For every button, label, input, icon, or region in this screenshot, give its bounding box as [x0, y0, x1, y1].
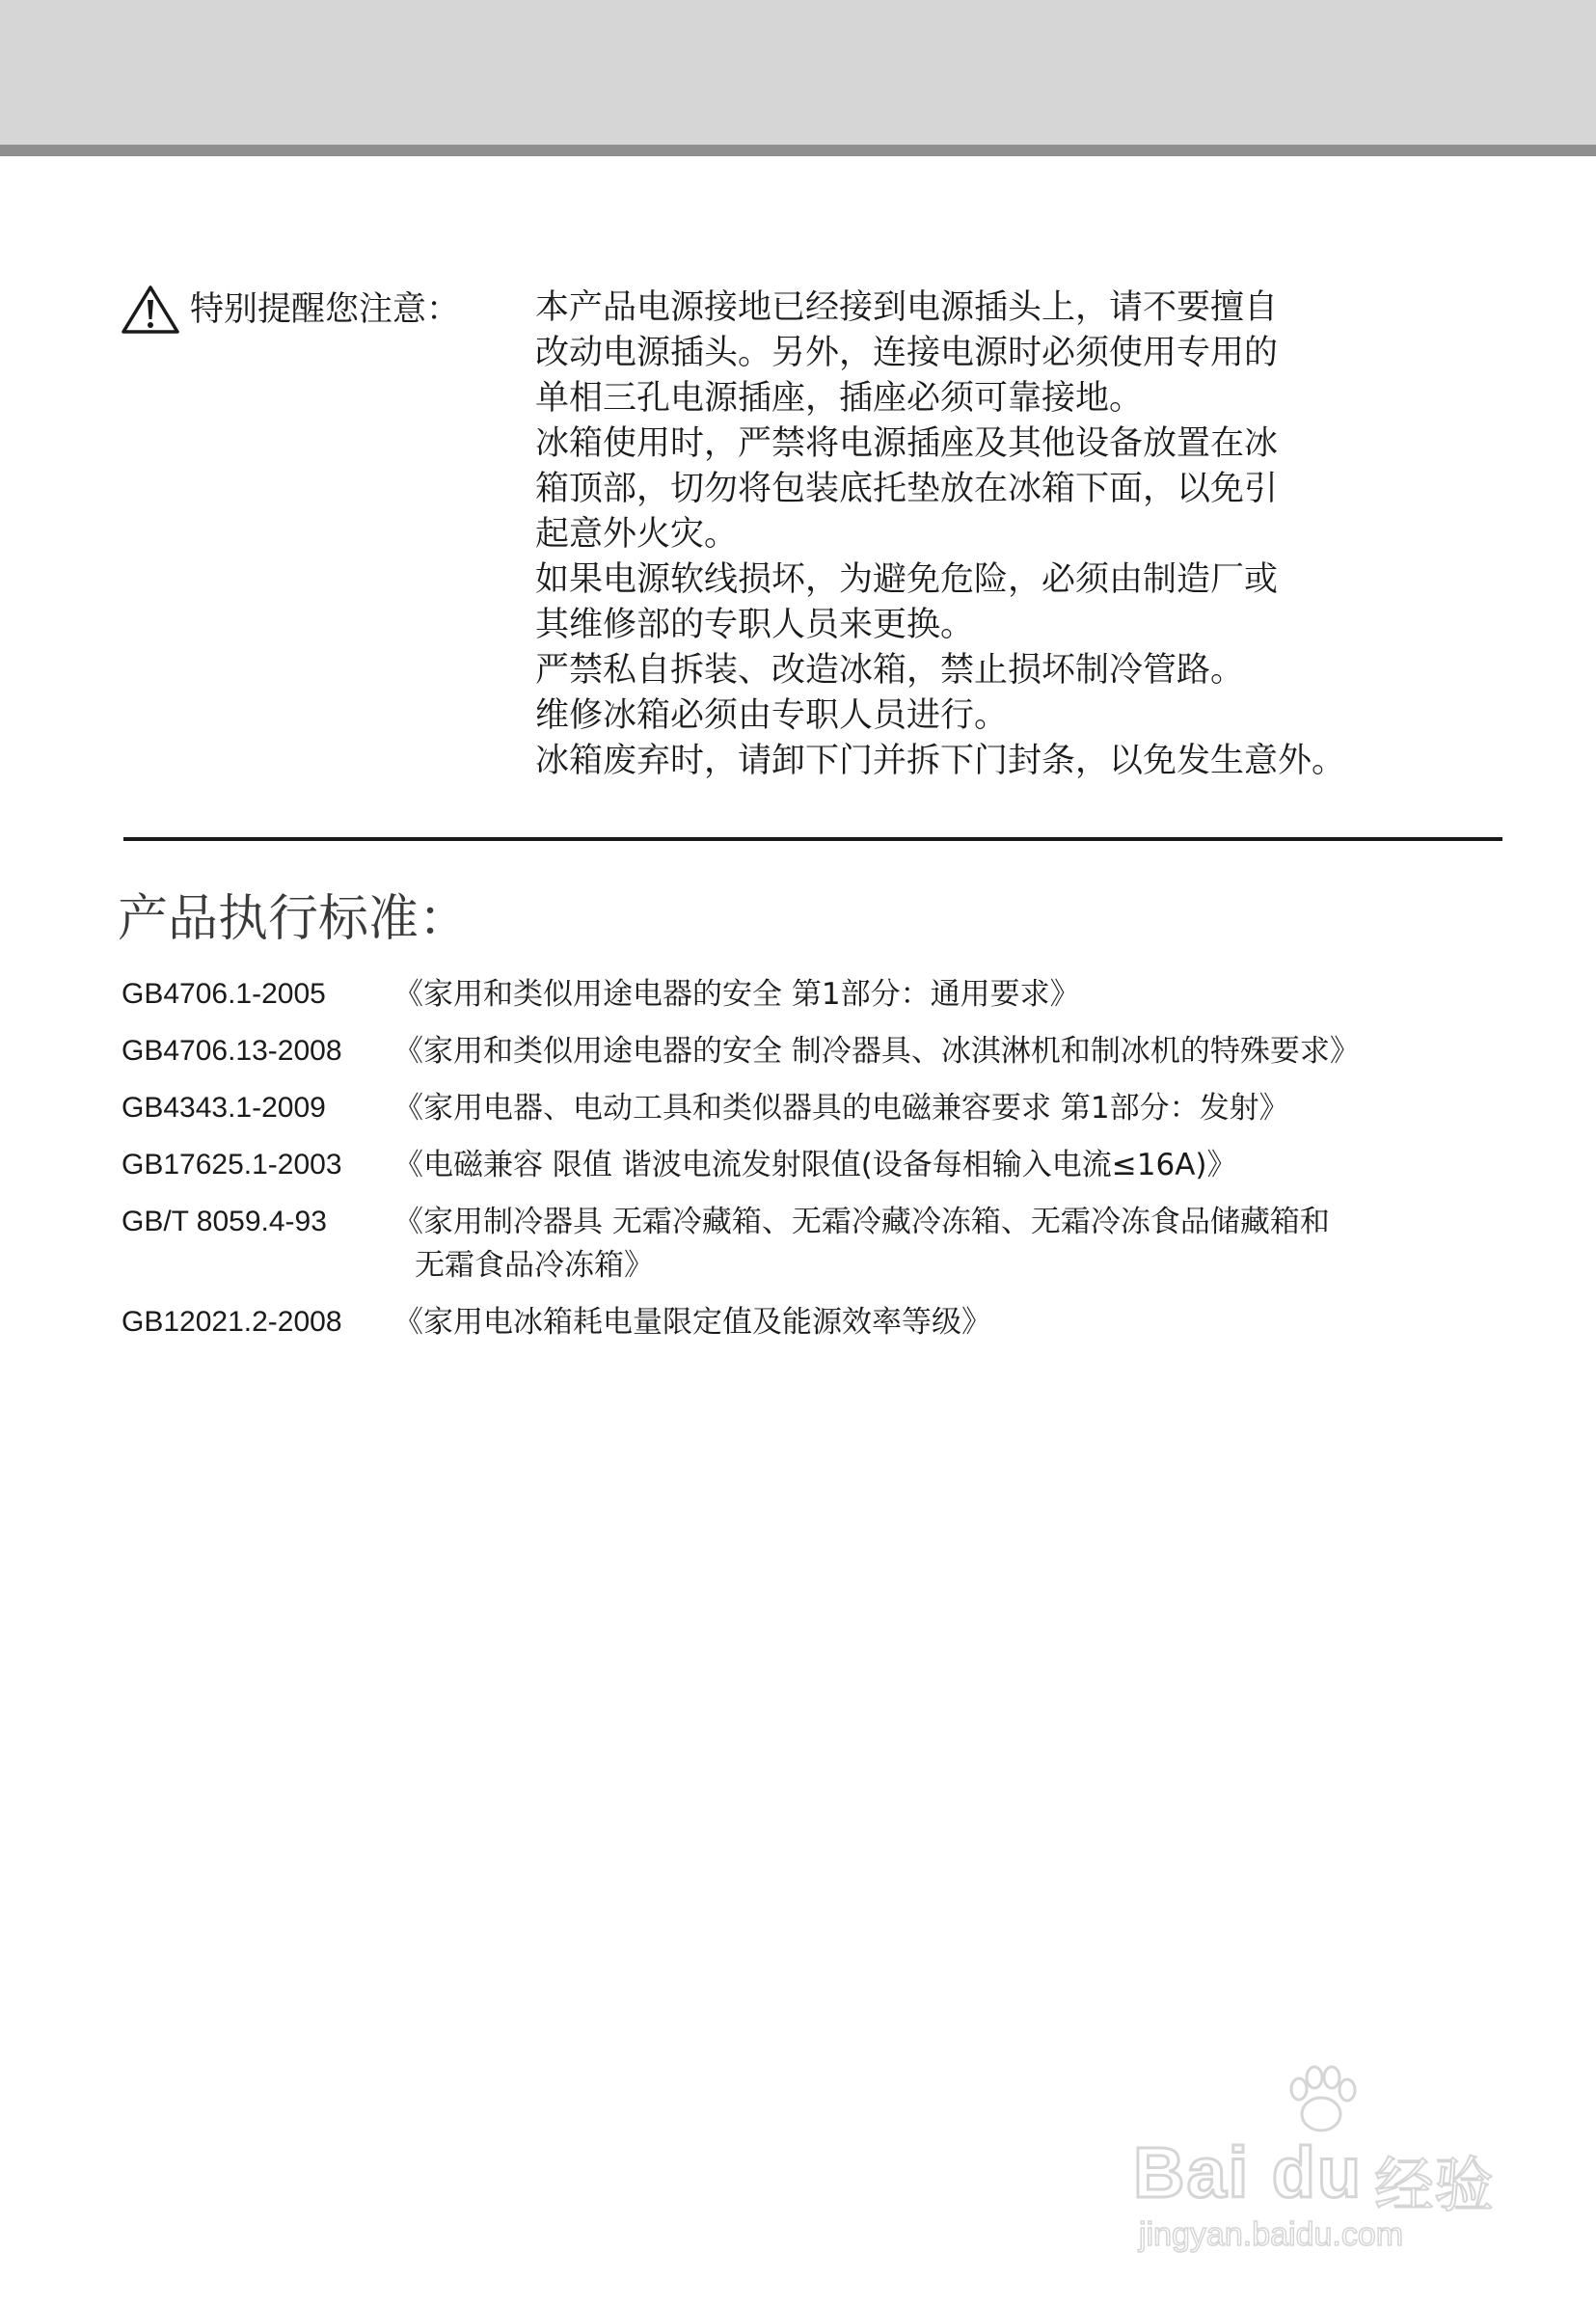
header-rule [0, 145, 1596, 156]
warning-line: 如果电源软线损坏，为避免危险，必须由制造厂或 [535, 560, 1279, 599]
section-divider [123, 837, 1502, 841]
standard-row [122, 1202, 1491, 1289]
warning-body [535, 285, 1538, 784]
warning-triangle-icon [121, 285, 180, 335]
warning-line: 本产品电源接地已经接到电源插头上，请不要擅自 [535, 288, 1279, 327]
warning-line: 冰箱废弃时，请卸下门并拆下门封条，以免发生意外。 [535, 742, 1346, 780]
standard-row [122, 1031, 1491, 1074]
baidu-jingyan-watermark [1133, 2064, 1519, 2253]
standard-title [393, 1031, 1491, 1074]
standard-row [122, 1302, 1491, 1345]
standard-row [122, 1088, 1491, 1131]
warning-heading: 特别提醒您注意： [190, 289, 461, 329]
standards-list [122, 974, 1491, 1359]
watermark-url: jingyan.baidu.com [1139, 2216, 1404, 2253]
warning-line: 严禁私自拆装、改造冰箱，禁止损坏制冷管路。 [535, 651, 1245, 690]
standards-title: 产品执行标准： [118, 890, 470, 948]
standard-code: GB4343.1-2009 [122, 1092, 326, 1124]
standard-title-line: 《家用电器、电动工具和类似器具的电磁兼容要求 第1部分：发射》 [393, 1091, 1289, 1126]
warning-heading-row [121, 285, 460, 334]
standard-title [393, 974, 1491, 1018]
standard-row [122, 1145, 1491, 1188]
standard-title-line: 《电磁兼容 限值 谐波电流发射限值(设备每相输入电流≤16A)》 [393, 1148, 1237, 1182]
paw-icon [1278, 2064, 1365, 2141]
warning-line: 起意外火灾。 [535, 515, 739, 554]
standard-title-line: 《家用和类似用途电器的安全 第1部分：通用要求》 [393, 977, 1080, 1012]
watermark-cn: 经验 [1374, 2150, 1495, 2220]
standard-code: GB12021.2-2008 [122, 1306, 342, 1338]
standard-title [393, 1088, 1491, 1131]
standard-title [393, 1302, 1491, 1345]
warning-line: 改动电源插头。另外，连接电源时必须使用专用的 [535, 334, 1279, 372]
watermark-brand: Bai du [1133, 2132, 1364, 2212]
warning-line: 冰箱使用时，严禁将电源插座及其他设备放置在冰 [535, 424, 1279, 463]
standard-code: GB/T 8059.4-93 [122, 1206, 327, 1237]
standard-title [393, 1202, 1491, 1289]
standard-title [393, 1145, 1491, 1188]
warning-line: 箱顶部，切勿将包装底托垫放在冰箱下面，以免引 [535, 470, 1279, 508]
standard-title-line: 《家用制冷器具 无霜冷藏箱、无霜冷藏冷冻箱、无霜冷冻食品储藏箱和 [393, 1205, 1330, 1239]
standard-code: GB4706.1-2005 [122, 978, 326, 1010]
standard-code: GB17625.1-2003 [122, 1149, 342, 1181]
standard-code: GB4706.13-2008 [122, 1035, 342, 1067]
header-band [0, 0, 1596, 145]
warning-line: 其维修部的专职人员来更换。 [535, 606, 975, 644]
warning-line: 单相三孔电源插座，插座必须可靠接地。 [535, 379, 1144, 418]
standard-title-line: 《家用和类似用途电器的安全 制冷器具、冰淇淋机和制冰机的特殊要求》 [393, 1034, 1360, 1069]
standard-row [122, 974, 1491, 1018]
standard-title-line: 《家用电冰箱耗电量限定值及能源效率等级》 [393, 1305, 991, 1340]
standard-title-continuation: 无霜食品冷冻箱》 [415, 1248, 654, 1283]
warning-line: 维修冰箱必须由专职人员进行。 [535, 696, 1009, 735]
